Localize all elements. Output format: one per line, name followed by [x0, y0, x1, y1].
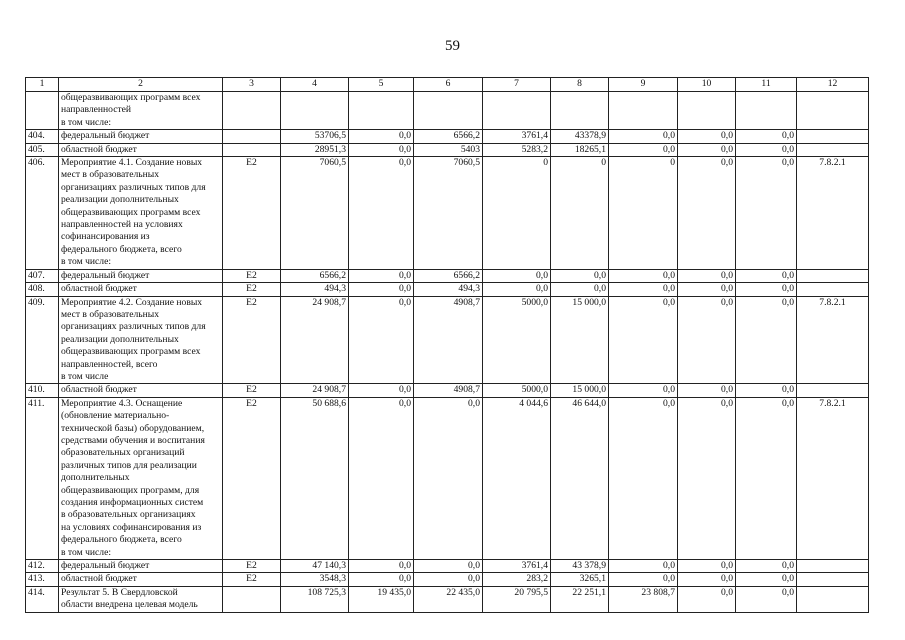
- value-cell: 0: [551, 157, 609, 270]
- description-line: дополнительных: [61, 472, 130, 484]
- value-cell: 18265,1: [551, 143, 609, 156]
- table-row: [26, 296, 869, 384]
- value-cell: 22 251,1: [551, 586, 609, 612]
- value-cell: [609, 92, 678, 130]
- value-cell: 0,0: [349, 397, 414, 559]
- value-cell: 0,0: [678, 586, 736, 612]
- value-cell: 0,0: [414, 560, 483, 573]
- description-line: областной бюджет: [61, 384, 137, 396]
- value-cell: 0,0: [551, 283, 609, 296]
- value-cell: 0,0: [609, 130, 678, 143]
- row-description: [59, 130, 223, 143]
- table-row: [26, 573, 869, 586]
- value-cell: 0,0: [349, 130, 414, 143]
- row-number: 404.: [26, 130, 59, 143]
- description-line: федеральный бюджет: [61, 560, 150, 572]
- column-header: 12: [797, 78, 869, 92]
- value-cell: 0,0: [678, 384, 736, 397]
- indicator-code: [797, 560, 869, 573]
- description-line: образовательных организаций: [61, 447, 185, 459]
- value-cell: 0,0: [736, 143, 797, 156]
- value-cell: 0,0: [349, 384, 414, 397]
- description-line: общеразвивающих программ, для: [61, 484, 200, 496]
- column-header: 4: [281, 78, 349, 92]
- row-description: [59, 560, 223, 573]
- target-code: Е2: [223, 384, 281, 397]
- value-cell: 50 688,6: [281, 397, 349, 559]
- value-cell: [349, 92, 414, 130]
- column-header: 2: [59, 78, 223, 92]
- value-cell: 0,0: [349, 573, 414, 586]
- table-row: [26, 130, 869, 143]
- target-code: Е2: [223, 573, 281, 586]
- description-line: федерального бюджета, всего: [61, 243, 182, 255]
- description-line: в том числе:: [61, 546, 112, 558]
- value-cell: 0,0: [736, 296, 797, 384]
- indicator-code: [797, 586, 869, 612]
- row-number: 414.: [26, 586, 59, 612]
- description-line: общеразвивающих программ всех: [61, 206, 201, 218]
- value-cell: 0,0: [678, 269, 736, 282]
- value-cell: 0,0: [736, 560, 797, 573]
- value-cell: 0,0: [678, 130, 736, 143]
- description-line: Мероприятие 4.1. Создание новых: [61, 157, 203, 169]
- value-cell: 3761,4: [483, 560, 551, 573]
- value-cell: 15 000,0: [551, 384, 609, 397]
- value-cell: 0,0: [678, 560, 736, 573]
- value-cell: 0,0: [483, 269, 551, 282]
- table-row: [26, 586, 869, 612]
- value-cell: 0,0: [483, 283, 551, 296]
- row-description: [59, 92, 223, 130]
- description-line: федеральный бюджет: [61, 130, 150, 142]
- indicator-code: [797, 283, 869, 296]
- value-cell: 3761,4: [483, 130, 551, 143]
- description-line: федеральный бюджет: [61, 269, 150, 281]
- table-row: [26, 560, 869, 573]
- value-cell: 0,0: [609, 269, 678, 282]
- value-cell: 5000,0: [483, 296, 551, 384]
- description-line: организациях различных типов для: [61, 181, 206, 193]
- value-cell: 0,0: [551, 269, 609, 282]
- target-code: Е2: [223, 296, 281, 384]
- value-cell: 0,0: [349, 143, 414, 156]
- row-description: [59, 384, 223, 397]
- value-cell: 7060,5: [414, 157, 483, 270]
- row-number: 413.: [26, 573, 59, 586]
- value-cell: 5283,2: [483, 143, 551, 156]
- row-number: 410.: [26, 384, 59, 397]
- table-row: [26, 143, 869, 156]
- target-code: [223, 143, 281, 156]
- table-row: [26, 397, 869, 559]
- value-cell: 0,0: [349, 283, 414, 296]
- value-cell: 4908,7: [414, 296, 483, 384]
- value-cell: [483, 92, 551, 130]
- indicator-code: 7.8.2.1: [797, 296, 869, 384]
- value-cell: 0,0: [736, 269, 797, 282]
- value-cell: [678, 92, 736, 130]
- description-line: направленностей: [61, 104, 132, 116]
- row-number: 409.: [26, 296, 59, 384]
- value-cell: 0,0: [349, 296, 414, 384]
- value-cell: 0,0: [678, 157, 736, 270]
- column-header: 3: [223, 78, 281, 92]
- row-description: [59, 269, 223, 282]
- target-code: [223, 92, 281, 130]
- value-cell: 0,0: [414, 573, 483, 586]
- value-cell: 0,0: [349, 560, 414, 573]
- value-cell: 28951,3: [281, 143, 349, 156]
- description-line: Результат 5. В Свердловской: [61, 586, 178, 598]
- value-cell: 0: [483, 157, 551, 270]
- value-cell: 5000,0: [483, 384, 551, 397]
- row-description: [59, 397, 223, 559]
- value-cell: 15 000,0: [551, 296, 609, 384]
- value-cell: 6566,2: [414, 269, 483, 282]
- value-cell: 24 908,7: [281, 296, 349, 384]
- value-cell: 0,0: [609, 573, 678, 586]
- indicator-code: [797, 573, 869, 586]
- row-description: [59, 573, 223, 586]
- value-cell: 0,0: [609, 397, 678, 559]
- description-line: федерального бюджета, всего: [61, 534, 182, 546]
- value-cell: 0,0: [678, 283, 736, 296]
- row-number: 408.: [26, 283, 59, 296]
- description-line: создания информационных систем: [61, 497, 204, 508]
- description-line: области внедрена целевая модель: [61, 599, 198, 611]
- description-line: организациях различных типов для: [61, 321, 206, 333]
- target-code: Е2: [223, 157, 281, 270]
- value-cell: 6566,2: [414, 130, 483, 143]
- value-cell: 47 140,3: [281, 560, 349, 573]
- value-cell: 0,0: [609, 384, 678, 397]
- description-line: общеразвивающих программ всех: [61, 92, 201, 103]
- value-cell: 5403: [414, 143, 483, 156]
- value-cell: 0,0: [736, 397, 797, 559]
- description-line: реализации дополнительных: [61, 333, 179, 345]
- description-line: в том числе: [61, 370, 109, 382]
- description-line: на условиях софинансирования из: [61, 521, 202, 533]
- description-line: областной бюджет: [61, 283, 137, 295]
- indicator-code: [797, 143, 869, 156]
- table-row: [26, 384, 869, 397]
- value-cell: 19 435,0: [349, 586, 414, 612]
- target-code: [223, 130, 281, 143]
- value-cell: 23 808,7: [609, 586, 678, 612]
- column-header: 9: [609, 78, 678, 92]
- value-cell: 0,0: [678, 397, 736, 559]
- value-cell: 22 435,0: [414, 586, 483, 612]
- value-cell: [281, 92, 349, 130]
- row-number: 407.: [26, 269, 59, 282]
- description-line: в том числе:: [61, 256, 112, 268]
- description-line: реализации дополнительных: [61, 194, 179, 206]
- description-line: (обновление материально-: [61, 410, 170, 422]
- value-cell: 0,0: [736, 283, 797, 296]
- value-cell: [551, 92, 609, 130]
- value-cell: 0,0: [736, 384, 797, 397]
- value-cell: 0,0: [736, 573, 797, 586]
- row-number: 411.: [26, 397, 59, 559]
- value-cell: 0,0: [609, 283, 678, 296]
- indicator-code: 7.8.2.1: [797, 397, 869, 559]
- description-line: областной бюджет: [61, 143, 137, 155]
- description-line: различных типов для реализации: [61, 459, 197, 471]
- value-cell: 0,0: [736, 130, 797, 143]
- indicator-code: [797, 384, 869, 397]
- description-line: областной бюджет: [61, 573, 137, 585]
- description-line: направленностей, всего: [61, 358, 158, 370]
- value-cell: [736, 92, 797, 130]
- description-line: мест в образовательных: [61, 169, 160, 181]
- row-description: [59, 296, 223, 384]
- row-number: 405.: [26, 143, 59, 156]
- description-line: мест в образовательных: [61, 308, 160, 320]
- value-cell: 0,0: [609, 143, 678, 156]
- value-cell: 0,0: [736, 586, 797, 612]
- description-line: в том числе:: [61, 116, 112, 128]
- row-description: [59, 283, 223, 296]
- budget-table: [25, 77, 869, 613]
- value-cell: 0,0: [349, 269, 414, 282]
- indicator-code: [797, 92, 869, 130]
- row-description: [59, 586, 223, 612]
- value-cell: 20 795,5: [483, 586, 551, 612]
- value-cell: 0,0: [678, 296, 736, 384]
- value-cell: 46 644,0: [551, 397, 609, 559]
- value-cell: 6566,2: [281, 269, 349, 282]
- value-cell: 494,3: [414, 283, 483, 296]
- target-code: Е2: [223, 397, 281, 559]
- row-description: [59, 143, 223, 156]
- value-cell: 4 044,6: [483, 397, 551, 559]
- value-cell: 3265,1: [551, 573, 609, 586]
- indicator-code: [797, 130, 869, 143]
- value-cell: [414, 92, 483, 130]
- description-line: средствами обучения и воспитания: [61, 434, 205, 446]
- table-row: [26, 157, 869, 270]
- description-line: направленностей на условиях: [61, 219, 183, 231]
- value-cell: 0,0: [736, 157, 797, 270]
- target-code: [223, 586, 281, 612]
- page-number: 59: [445, 38, 460, 54]
- column-header-row: [26, 78, 869, 92]
- column-header: 8: [551, 78, 609, 92]
- value-cell: 0,0: [678, 143, 736, 156]
- indicator-code: 7.8.2.1: [797, 157, 869, 270]
- value-cell: 3548,3: [281, 573, 349, 586]
- target-code: Е2: [223, 560, 281, 573]
- column-header: 6: [414, 78, 483, 92]
- column-header: 10: [678, 78, 736, 92]
- table-row: [26, 283, 869, 296]
- row-number: 406.: [26, 157, 59, 270]
- value-cell: 4908,7: [414, 384, 483, 397]
- value-cell: 0,0: [414, 397, 483, 559]
- value-cell: 7060,5: [281, 157, 349, 270]
- value-cell: 43 378,9: [551, 560, 609, 573]
- value-cell: 0,0: [609, 560, 678, 573]
- column-header: 5: [349, 78, 414, 92]
- column-header: 7: [483, 78, 551, 92]
- column-header: 11: [736, 78, 797, 92]
- description-line: Мероприятие 4.3. Оснащение: [61, 397, 183, 409]
- table-row: [26, 269, 869, 282]
- value-cell: 494,3: [281, 283, 349, 296]
- value-cell: 0,0: [609, 296, 678, 384]
- value-cell: 283,2: [483, 573, 551, 586]
- value-cell: 24 908,7: [281, 384, 349, 397]
- description-line: в образовательных организациях: [61, 509, 196, 521]
- value-cell: 0,0: [678, 573, 736, 586]
- value-cell: 53706,5: [281, 130, 349, 143]
- row-description: [59, 157, 223, 270]
- value-cell: 43378,9: [551, 130, 609, 143]
- value-cell: 108 725,3: [281, 586, 349, 612]
- description-line: общеразвивающих программ всех: [61, 346, 201, 358]
- column-header: 1: [26, 78, 59, 92]
- target-code: Е2: [223, 269, 281, 282]
- target-code: Е2: [223, 283, 281, 296]
- indicator-code: [797, 269, 869, 282]
- description-line: софинансирования из: [61, 231, 150, 243]
- table-row: [26, 92, 869, 130]
- description-line: Мероприятие 4.2. Создание новых: [61, 296, 203, 308]
- row-number: 412.: [26, 560, 59, 573]
- row-number: [26, 92, 59, 130]
- value-cell: 0: [609, 157, 678, 270]
- description-line: технической базы) оборудованием,: [61, 422, 205, 434]
- value-cell: 0,0: [349, 157, 414, 270]
